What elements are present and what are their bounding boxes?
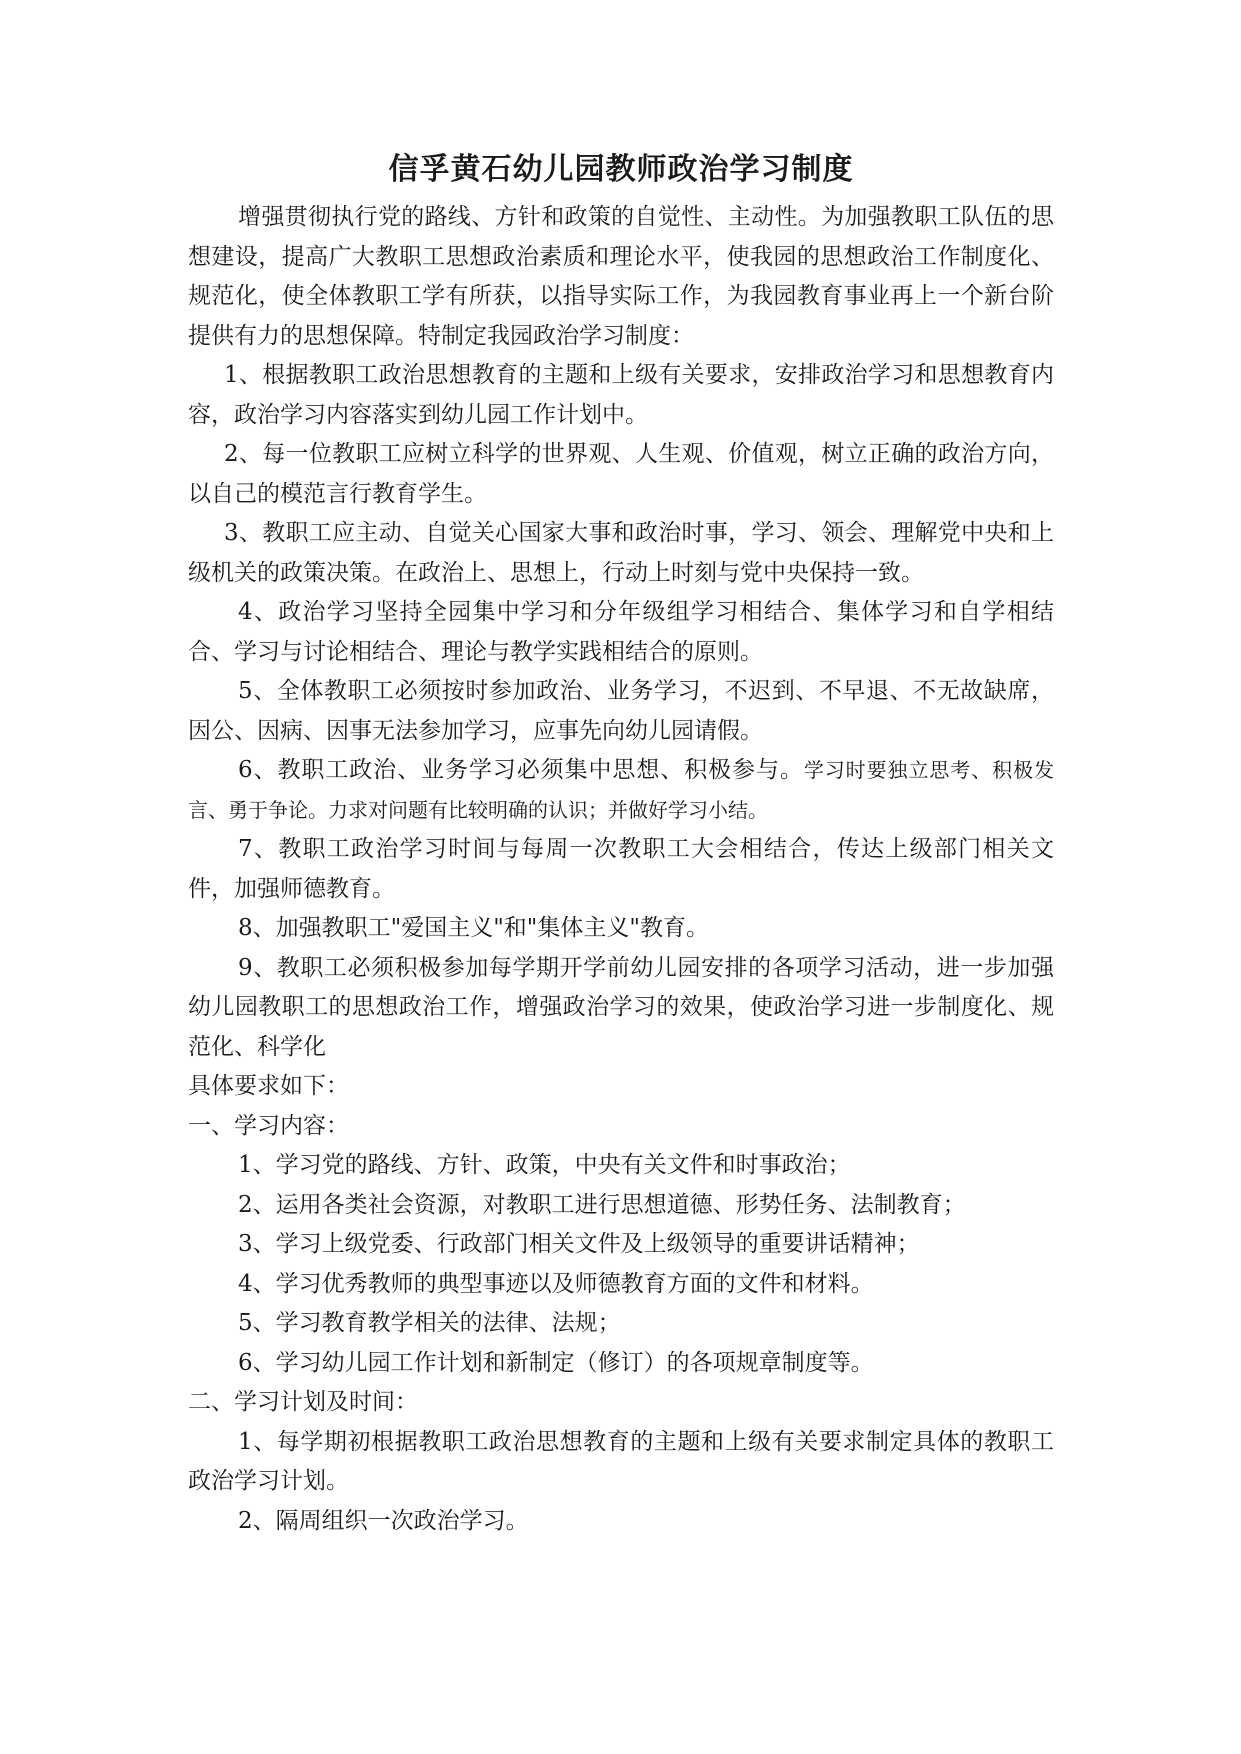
rule-2: 2、每一位教职工应树立科学的世界观、人生观、价值观，树立正确的政治方向，以自己的模范言行教育学生。: [188, 441, 1054, 507]
rule-5: 5、全体教职工必须按时参加政治、业务学习，不迟到、不早退、不无故缺席，因公、因病、因事无法参加学习，应事先向幼儿园请假。: [188, 678, 1054, 744]
intro-paragraph: 增强贯彻执行党的路线、方针和政策的自觉性、主动性。为加强教职工队伍的思想建设，提高广大教职工思想政治素质和理论水平，使我园的思想政治工作制度化、规范化，使全体教职工学有所获，以指导实际工作，为我园教育事业再上一个新台阶提供有力的思想保障。特制定我园政治学习制度：: [188, 204, 1054, 349]
section-1-item: 1、学习党的路线、方针、政策，中央有关文件和时事政治；: [238, 1152, 851, 1178]
requirements-intro: 具体要求如下：: [188, 1073, 349, 1099]
section-1-item: 6、学习幼儿园工作计划和新制定（修订）的各项规章制度等。: [238, 1349, 874, 1376]
rule-6-detail: 学习时要独立思考、积极发言、勇于争论。力求对问题有比较明确的认识；并做好学习小结。: [188, 758, 1054, 822]
rule-8: 8、加强教职工"爱国主义"和"集体主义"教育。: [238, 915, 709, 941]
rule-1: 1、根据教职工政治思想教育的主题和上级有关要求，安排政治学习和思想教育内容，政治学习内容落实到幼儿园工作计划中。: [188, 362, 1054, 428]
section-1-heading: 一、学习内容：: [188, 1112, 349, 1139]
section-2-item: 1、每学期初根据教职工政治思想教育的主题和上级有关要求制定具体的教职工政治学习计划。: [188, 1428, 1054, 1494]
document-page: [188, 150, 1054, 1541]
rule-9: 9、教职工必须积极参加每学期开学前幼儿园安排的各项学习活动，进一步加强幼儿园教职工的思想政治工作，增强政治学习的效果，使政治学习进一步制度化、规范化、科学化: [188, 954, 1054, 1060]
section-2-heading: 二、学习计划及时间：: [188, 1389, 418, 1415]
rule-4: 4、政治学习坚持全园集中学习和分年级组学习相结合、集体学习和自学相结合、学习与讨论相结合、理论与教学实践相结合的原则。: [188, 599, 1054, 665]
section-1-item: 2、运用各类社会资源，对教职工进行思想道德、形势任务、法制教育；: [238, 1191, 966, 1218]
section-1-item: 5、学习教育教学相关的法律、法规；: [238, 1310, 621, 1336]
rule-6: [188, 751, 1054, 830]
document-title: 信孚黄石幼儿园教师政治学习制度: [388, 152, 854, 187]
rule-3: 3、教职工应主动、自觉关心国家大事和政治时事，学习、领会、理解党中央和上级机关的政策决策。在政治上、思想上，行动上时刻与党中央保持一致。: [188, 520, 1054, 586]
rule-7: 7、教职工政治学习时间与每周一次教职工大会相结合，传达上级部门相关文件，加强师德教育。: [188, 836, 1054, 902]
section-1-item: 3、学习上级党委、行政部门相关文件及上级领导的重要讲话精神；: [238, 1231, 920, 1257]
rule-6-main: 6、教职工政治、业务学习必须集中思想、积极参与。: [238, 757, 804, 783]
section-1-item: 4、学习优秀教师的典型事迹以及师德教育方面的文件和材料。: [238, 1270, 874, 1297]
section-2-item: 2、隔周组织一次政治学习。: [238, 1507, 529, 1534]
